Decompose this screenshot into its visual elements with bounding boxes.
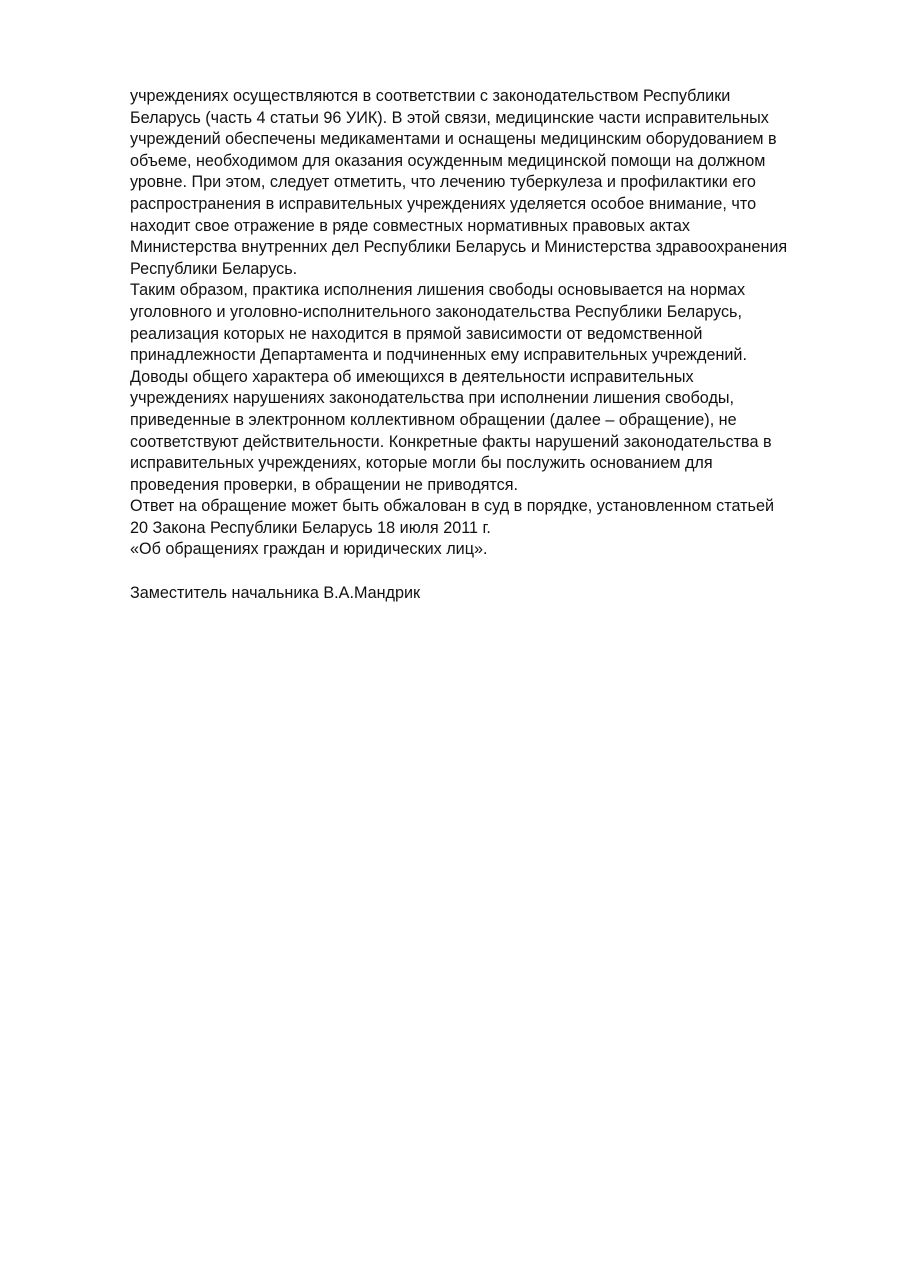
text-line: принадлежности Департамента и подчиненных ему исправительных учреждений. (130, 346, 747, 365)
text-line: Республики Беларусь. (130, 259, 298, 278)
text-line: Ответ на обращение может быть обжалован в суд в порядке, установленном статьей (130, 497, 775, 516)
text-line: уровне. При этом, следует отметить, что лечению туберкулеза и профилактики его (130, 173, 756, 192)
text-line: 20 Закона Республики Беларусь 18 июля 2011 г. (130, 518, 491, 537)
blank-line (130, 561, 850, 583)
document-body (130, 86, 850, 604)
text-line: объеме, необходимом для оказания осужденным медицинской помощи на должном (130, 151, 766, 170)
text-line: Беларусь (часть 4 статьи 96 УИК). В этой связи, медицинские части исправительных (130, 108, 769, 127)
text-line: находит свое отражение в ряде совместных нормативных правовых актах (130, 216, 690, 235)
text-line: Министерства внутренних дел Республики Беларусь и Министерства здравоохранения (130, 238, 788, 257)
text-line: распространения в исправительных учреждениях уделяется особое внимание, что (130, 194, 757, 213)
text-line: реализация которых не находится в прямой зависимости от ведомственной (130, 324, 703, 343)
text-line: учреждений обеспечены медикаментами и оснащены медицинским оборудованием в (130, 130, 777, 149)
text-line: исправительных учреждениях, которые могли бы послужить основанием для (130, 454, 713, 473)
signature-line: Заместитель начальника В.А.Мандрик (130, 583, 421, 602)
text-line: учреждениях осуществляются в соответствии с законодательством Республики (130, 87, 731, 105)
text-line: уголовного и уголовно-исполнительного законодательства Республики Беларусь, (130, 302, 742, 321)
text-line: приведенные в электронном коллективном обращении (далее – обращение), не (130, 410, 737, 429)
text-line: учреждениях нарушениях законодательства при исполнении лишения свободы, (130, 389, 735, 408)
text-line: соответствуют действительности. Конкретные факты нарушений законодательства в (130, 432, 772, 451)
text-line: «Об обращениях граждан и юридических лиц». (130, 540, 488, 559)
text-line: Доводы общего характера об имеющихся в деятельности исправительных (130, 367, 694, 386)
text-line: Таким образом, практика исполнения лишения свободы основывается на нормах (130, 281, 746, 300)
text-line: проведения проверки, в обращении не приводятся. (130, 475, 518, 494)
